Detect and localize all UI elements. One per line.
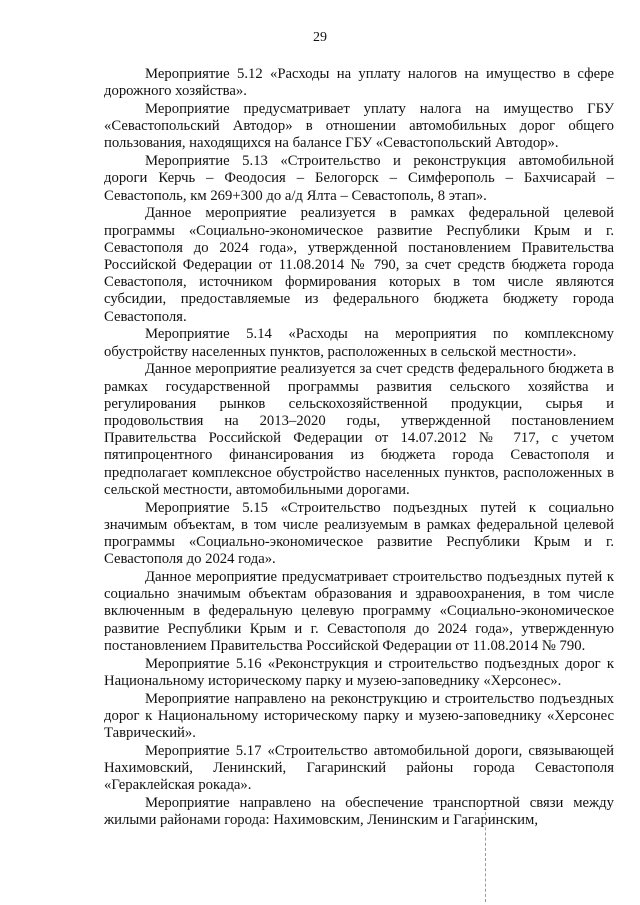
paragraph-measure-5-15-description: Данное мероприятие предусматривает строительство подъездных путей к социально значимым объектам образования и здравоохранения, в том числе включенным в федеральную целевую программу «Социально-экономическое развитие Республики Крым и г. Севастополя до 2024 года», утвержденную постановлением Правительства Российской Федерации от 11.08.2014 № 790. [104, 569, 614, 654]
paragraph-measure-5-17-title: Мероприятие 5.17 «Строительство автомобильной дороги, связывающей Нахимовский, Ленинский, Гагаринский районы города Севастополя «Гераклейская рокада». [104, 742, 614, 794]
paragraph-measure-5-17-description: Мероприятие направлено на обеспечение транспортной связи между жилыми районами города: Нахимовским, Ленинским и Гагаринским, [104, 795, 614, 829]
paragraph-measure-5-16-title: Мероприятие 5.16 «Реконструкция и строительство подъездных дорог к Национальному историческому парку и музею-заповеднику «Херсонес». [104, 655, 614, 689]
paragraph-measure-5-14-description: Данное мероприятие реализуется за счет средств федерального бюджета в рамках государственной программы развития сельского хозяйства и регулирования рынков сельскохозяйственной продукции, сырья и продовольствия на 2013–2020 годы, утвержденной постановлением Правительства Российской Федерации от 14.07.2012 № 717, с учетом пятипроцентного финансирования из бюджета города Севастополя и предполагает комплексное обустройство населенных пунктов, расположенных в сельской местности, автомобильными дорогами. [104, 361, 614, 498]
paragraph-measure-5-16-description: Мероприятие направлено на реконструкцию и строительство подъездных дорог к Национальному историческому парку и музею-заповеднику «Херсонес Таврический». [104, 690, 614, 742]
paragraph-measure-5-15-title: Мероприятие 5.15 «Строительство подъездных путей к социально значимым объектам, в том числе реализуемым в рамках федеральной целевой программы «Социально-экономическое развитие Республики Крым и г. Севастополя до 2024 года». [104, 499, 614, 568]
document-body [104, 66, 614, 829]
paragraph-measure-5-13-title: Мероприятие 5.13 «Строительство и реконструкция автомобильной дороги Керчь – Феодосия – Белогорск – Симферополь – Бахчисарай – Севастополь, км 269+300 до а/д Ялта – Севастополь, 8 этап». [104, 153, 614, 204]
paragraph-measure-5-12-title: Мероприятие 5.12 «Расходы на уплату налогов на имущество в сфере дорожного хозяйства». [104, 66, 614, 100]
paragraph-measure-5-13-description: Данное мероприятие реализуется в рамках федеральной целевой программы «Социально-экономическое развитие Республики Крым и г. Севастополя до 2024 года», утвержденной постановлением Правительства Российской Федерации от 11.08.2014 № 790, за счет средств бюджета города Севастополя, источником формирования которых в том числе являются субсидии, предоставляемые из федерального бюджета бюджету города Севастополя. [104, 205, 614, 325]
paragraph-measure-5-12-description: Мероприятие предусматривает уплату налога на имущество ГБУ «Севастопольский Автодор» в отношении автомобильных дорог общего пользования, находящихся на балансе ГБУ «Севастопольский Автодор». [104, 101, 614, 152]
paragraph-measure-5-14-title: Мероприятие 5.14 «Расходы на мероприятия по комплексному обустройству населенных пунктов, расположенных в сельской местности». [104, 326, 614, 360]
page-number: 29 [313, 30, 327, 45]
scan-margin-mark [485, 812, 487, 902]
